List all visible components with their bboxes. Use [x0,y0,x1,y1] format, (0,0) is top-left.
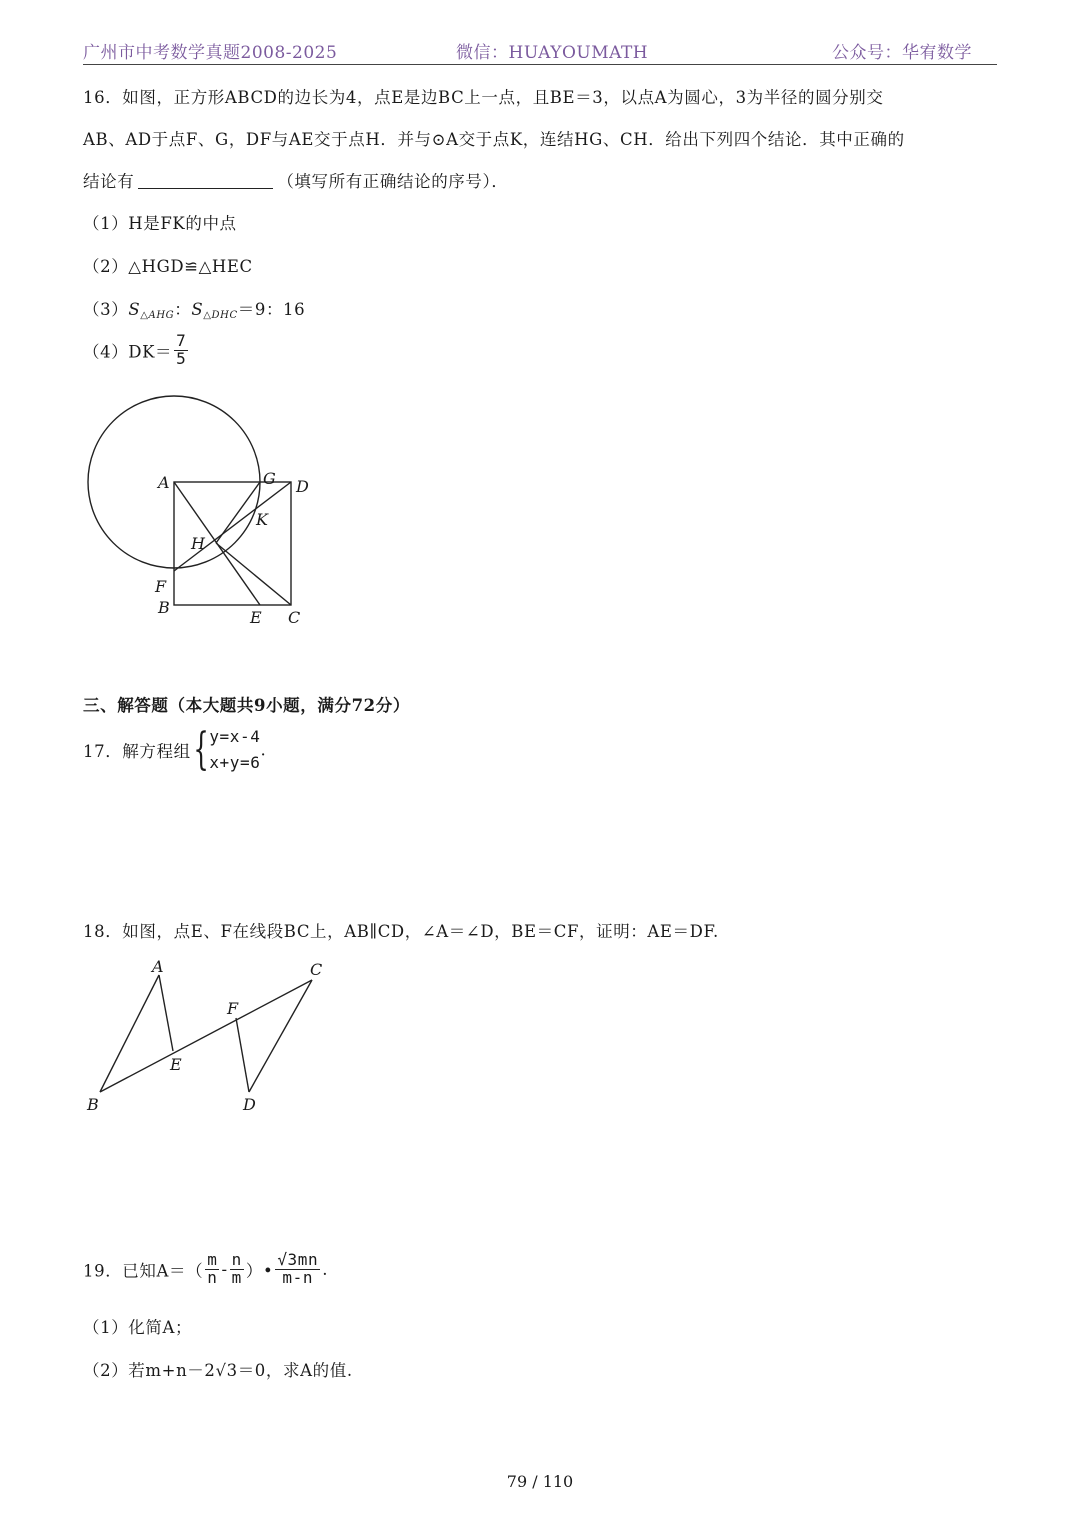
header-right: 公众号：华宥数学 [832,43,972,63]
fraction-n-over-m: $\frac{n}{m}$ [231,1250,242,1287]
equation-1: y=x-4 [209,727,261,746]
q16-option-1: （1）H是FK的中点 [83,214,237,233]
q17 [83,724,266,776]
q18-text: 18．如图，点E、F在线段BC上，AB∥CD，∠A＝∠D，BE＝CF，证明：AE＝DF. [83,922,719,941]
label-e: E [250,608,262,627]
segment-ab [100,975,159,1092]
label-a: A [158,473,170,492]
fraction-sqrt3mn-over-m-minus-n: $\frac{√3mn}{m-n}$ [277,1250,319,1287]
equation-system [209,724,260,776]
q19-part1: （1）化简A； [83,1318,193,1337]
label-c: C [288,608,301,627]
label-d: D [243,1095,256,1114]
opt3-s2: S [191,300,204,319]
label-f: F [227,999,239,1018]
q16-line3 [83,168,508,192]
system-brace: { [193,724,209,775]
q16-option-4 [83,333,190,368]
opt3-sub2: △DHC [203,310,238,321]
fraction-m-over-n: $\frac{m}{n}$ [207,1250,218,1287]
opt4-den: 5 [176,348,187,368]
opt3-s1: S [128,300,141,319]
segment-df [174,482,291,571]
label-d: D [296,477,309,496]
q19-minus: - [221,1259,228,1279]
label-c: C [310,960,323,979]
q18-figure [80,955,340,1120]
q19-part2: （2）若m+n－2√3＝0，求A的值. [83,1361,353,1380]
label-g: G [263,469,276,488]
answer-blank[interactable] [138,188,273,189]
opt3-pre: （3） [83,300,129,319]
segment-ae [159,975,173,1051]
section-3-heading: 三、解答题（本大题共9小题，满分72分） [83,696,410,715]
header-center: 微信：HUAYOUMATH [456,43,649,63]
q16-line1: 16．如图，正方形ABCD的边长为4，点E是边BC上一点，且BE＝3，以点A为圆心，3为半径的圆分别交 [83,88,884,107]
header-left: 广州市中考数学真题2008-2025 [83,43,338,63]
opt3-sub1: △AHG [140,310,175,321]
q16-line2: AB、AD于点F、G，DF与AE交于点H．并与⊙A交于点K，连结HG、CH．给出下列四个结论．其中正确的 [83,130,905,149]
opt3-mid: ： [174,300,192,319]
q16-option-3 [83,296,305,321]
page-number: 79 / 110 [506,1472,574,1491]
q17-suffix: . [260,740,267,760]
segment-hg [216,482,260,543]
equation-2: x+y=6 [209,753,261,772]
q16-figure [80,395,330,635]
label-k: K [256,510,268,529]
label-b: B [87,1095,99,1114]
q16-line3-b: （填写所有正确结论的序号）． [277,172,509,191]
label-b: B [158,598,170,617]
q19-close: ）• [245,1261,274,1281]
header-divider [83,64,997,65]
q19-expression [83,1252,328,1287]
opt4-fraction [174,333,188,368]
q19-prefix: 19．已知A＝（ [83,1261,204,1281]
q17-prefix: 17．解方程组 [83,742,191,761]
label-h: H [191,534,205,553]
opt3-post: ＝9：16 [237,300,306,319]
label-f: F [155,577,167,596]
opt4-num: 7 [176,331,187,350]
q16-line3-a: 结论有 [83,172,135,191]
label-a: A [152,957,164,976]
label-e: E [170,1055,182,1074]
q19-suffix: . [322,1259,329,1279]
q16-option-2: （2）△HGD≌△HEC [83,257,253,276]
opt4-pre: （4）DK＝ [83,342,173,362]
segment-df [236,1018,249,1092]
